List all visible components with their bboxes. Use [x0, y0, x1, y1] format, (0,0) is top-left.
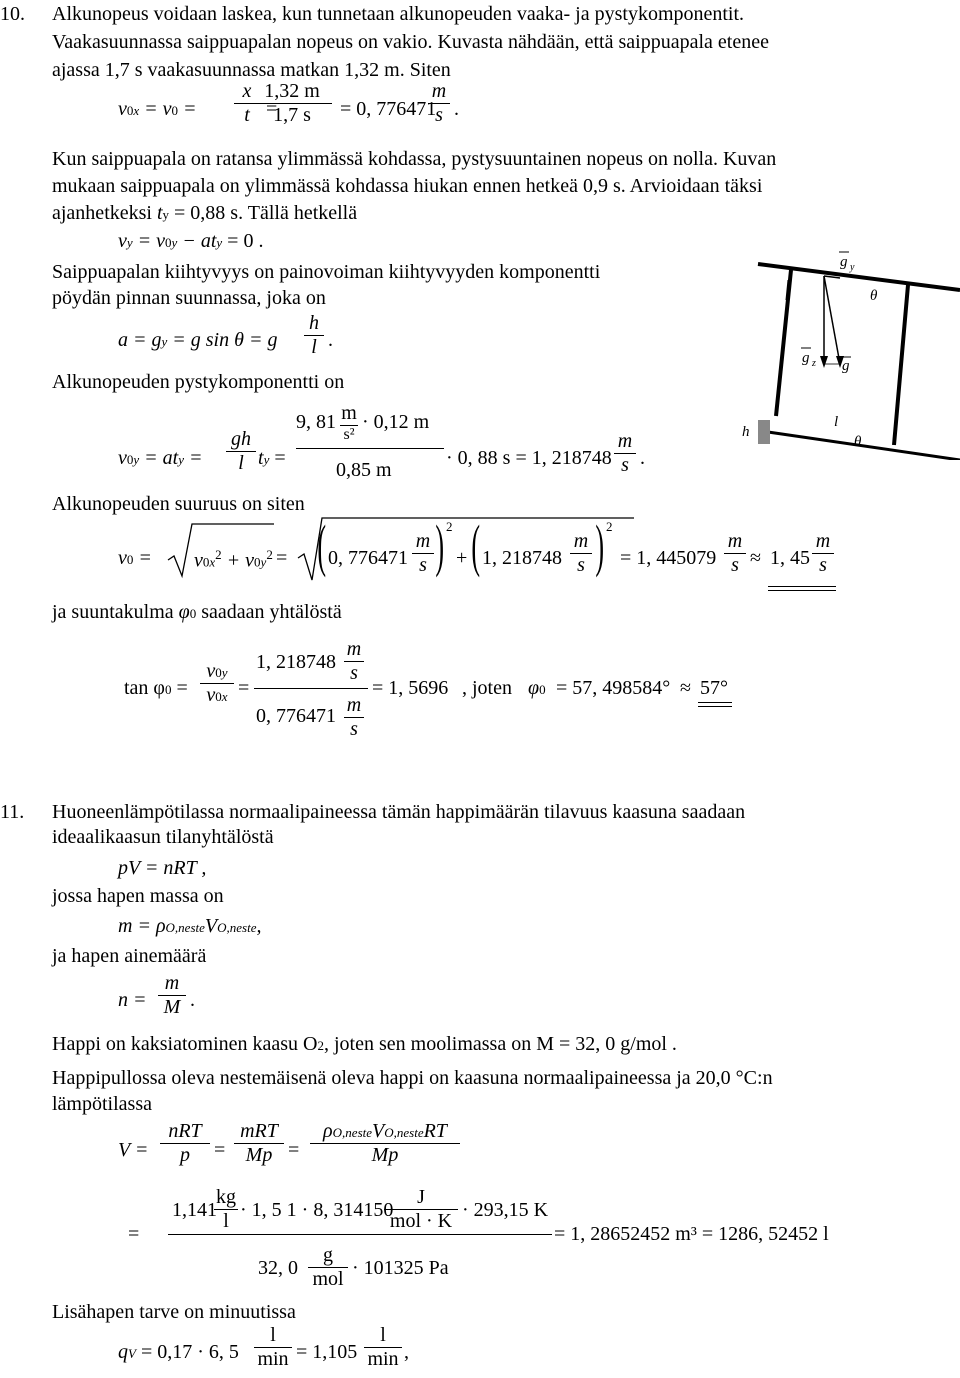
svg-text:g: g — [842, 358, 850, 374]
svg-text:g: g — [802, 350, 810, 366]
problem-number-10: 10. — [0, 3, 25, 25]
inclined-plane-figure — [728, 240, 960, 460]
problem-number-11: 11. — [0, 801, 25, 823]
text-line: Saippuapalan kiihtyvyys on painovoiman kiihtyvyyden komponentti — [52, 261, 601, 283]
svg-text:z: z — [812, 358, 816, 369]
equation-vy: vy = v0y − aty = 0 . — [118, 230, 264, 252]
gz-vector — [824, 276, 840, 364]
text-line: ajanhetkeksi ty = 0,88 s. Tällä hetkellä — [52, 202, 358, 224]
text-line: Alkunopeuden pystykomponentti on — [52, 371, 345, 393]
text-line: Happi on kaksiatominen kaasu O2, joten sen moolimassa on M = 32, 0 g/mol . — [52, 1033, 677, 1055]
equation-mass: m = ρO,nesteVO,neste, — [118, 915, 262, 937]
text-line: Alkunopeuden suuruus on siten — [52, 493, 305, 515]
text-line: ja hapen ainemäärä — [52, 945, 207, 967]
text-line: Alkunopeus voidaan laskea, kun tunnetaan alkunopeuden vaaka- ja pystykomponentit. — [52, 3, 745, 25]
text-line: jossa hapen massa on — [52, 885, 224, 907]
gy-vector — [824, 276, 840, 278]
text-line: Kun saippuapala on ratansa ylimmässä kohdassa, pystysuuntainen nopeus on nolla. Kuvan — [52, 148, 777, 170]
svg-text:l: l — [834, 414, 839, 430]
incline-line — [768, 432, 960, 460]
text-line: Vaakasuunnassa saippuapalan nopeus on vakio. Kuvasta nähdään, että saippuapala etenee — [52, 31, 769, 53]
height-block — [758, 420, 770, 444]
text-line: ideaalikaasun tilanyhtälöstä — [52, 826, 274, 848]
svg-text:θ: θ — [870, 288, 878, 304]
text-line: pöydän pinnan suunnassa, joka on — [52, 287, 326, 309]
svg-text:θ: θ — [854, 434, 862, 450]
text-line: Lisähapen tarve on minuutissa — [52, 1301, 296, 1323]
text-line: mukaan saippuapala on ylimmässä kohdassa hiukan ennen hetkeä 0,9 s. Arvioidaan täksi — [52, 175, 763, 197]
text-line: lämpötilassa — [52, 1093, 152, 1115]
equation-ideal-gas: pV = nRT , — [118, 857, 207, 879]
table-leg — [776, 270, 791, 416]
table-leg — [894, 285, 908, 445]
svg-text:h: h — [742, 424, 750, 440]
svg-text:g: g — [840, 254, 848, 270]
text-line: Happipullossa oleva nestemäisenä oleva happi on kaasuna normaalipaineessa ja 20,0 °C:n — [52, 1067, 773, 1089]
text-line: ja suuntakulma φ0 saadaan yhtälöstä — [52, 601, 342, 623]
text-line: ajassa 1,7 s vaakasuunnassa matkan 1,32 m. Siten — [52, 59, 451, 81]
text-line: Huoneenlämpötilassa normaalipaineessa tämän happimäärän tilavuus kaasuna saadaan — [52, 801, 746, 823]
svg-text:y: y — [850, 262, 855, 273]
